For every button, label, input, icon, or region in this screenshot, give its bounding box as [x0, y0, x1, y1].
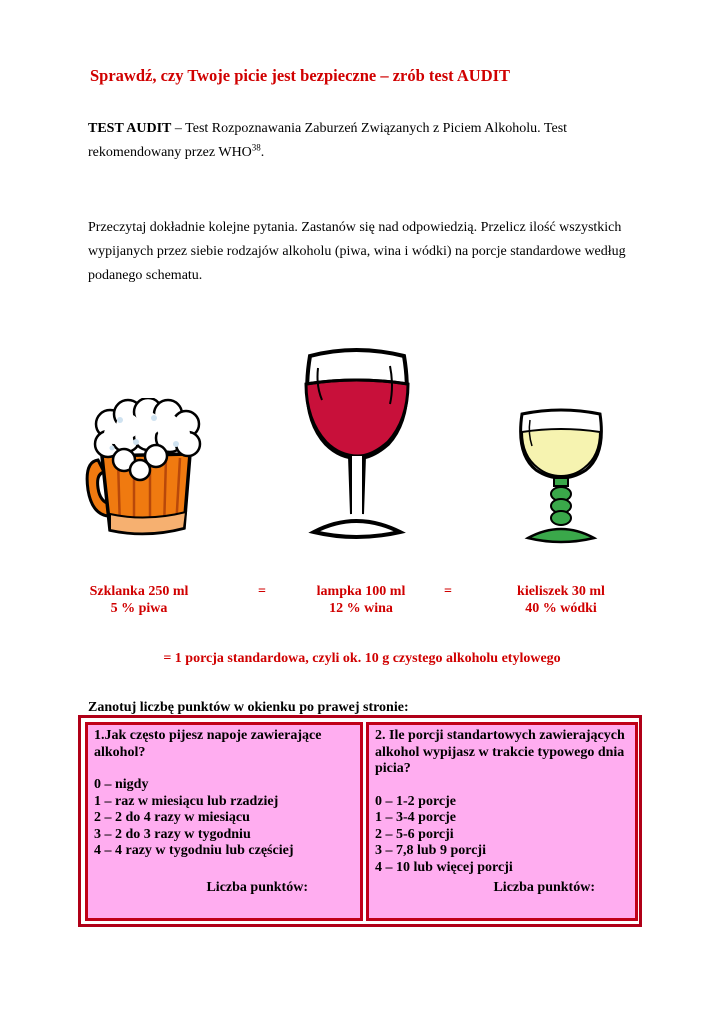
equals-sign-1: =: [258, 584, 266, 599]
question-cell-2: [366, 722, 638, 921]
equals-sign-2: =: [444, 584, 452, 599]
intro-bold-label: TEST AUDIT: [88, 121, 172, 136]
equivalents-row: [0, 583, 724, 623]
beer-mug-icon: [84, 398, 208, 542]
answer-list: [94, 777, 354, 860]
equivalent-wine: [306, 583, 416, 617]
standard-portion-note: = 1 porcja standardowa, czyli ok. 10 g czystego alkoholu etylowego: [163, 651, 561, 666]
intro-end: .: [260, 145, 265, 160]
equivalent-beer-volume: Szklanka 250 ml: [89, 584, 189, 599]
equivalent-vodka-volume: kieliszek 30 ml: [517, 584, 605, 599]
equivalent-beer-strength: 5 % piwa: [110, 601, 168, 616]
answer-option: 4 – 10 lub więcej porcji: [375, 859, 513, 875]
answer-option: 0 – nigdy: [94, 777, 149, 792]
answer-option: 1 – raz w miesiącu lub rzadziej: [94, 793, 279, 809]
intro-paragraph: [88, 117, 648, 165]
footnote-ref: 38: [251, 142, 261, 153]
equivalent-wine-strength: 12 % wina: [329, 601, 393, 616]
answer-list: [375, 794, 629, 877]
wine-glass-icon: [296, 346, 418, 542]
answer-option: 1 – 3-4 porcje: [375, 810, 456, 825]
answer-option: 2 – 2 do 4 razy w miesiącu: [94, 810, 250, 825]
equivalent-vodka-strength: 40 % wódki: [525, 601, 597, 616]
question-text: 2. Ile porcji standartowych zawierających alkohol wypijasz w trakcie typowego dnia picia?: [375, 728, 625, 776]
question-cell-1: [85, 722, 363, 921]
answer-option: 2 – 5-6 porcji: [375, 826, 454, 842]
answer-option: 0 – 1-2 porcje: [375, 793, 456, 809]
questions-table: [78, 715, 642, 927]
instructions-paragraph: Przeczytaj dokładnie kolejne pytania. Zastanów się nad odpowiedzią. Przelicz ilość wszystkich wypijanych przez siebie rodzajów alkoholu (piwa, wina i wódki) na porcje standardowe według podanego schematu.: [88, 220, 626, 283]
page-title: Sprawdź, czy Twoje picie jest bezpieczne – zrób test AUDIT: [90, 66, 511, 85]
white-wine-goblet-icon: [516, 404, 606, 544]
equivalent-beer: [84, 583, 194, 617]
equivalent-vodka: [506, 583, 616, 617]
points-label: Liczba punktów:: [206, 879, 308, 895]
answer-option: 3 – 2 do 3 razy w tygodniu: [94, 826, 251, 842]
equivalent-wine-volume: lampka 100 ml: [316, 584, 406, 599]
points-label: Liczba punktów:: [493, 879, 595, 895]
answer-option: 3 – 7,8 lub 9 porcji: [375, 843, 486, 858]
answer-option: 4 – 4 razy w tygodniu lub częściej: [94, 843, 294, 858]
intro-text: – Test Rozpoznawania Zaburzeń Związanych z Piciem Alkoholu. Test rekomendowany przez WHO: [88, 121, 568, 160]
question-text: 1.Jak często pijesz napoje zawierające alkohol?: [94, 728, 322, 760]
record-points-note: Zanotuj liczbę punktów w okienku po prawej stronie:: [88, 700, 409, 715]
